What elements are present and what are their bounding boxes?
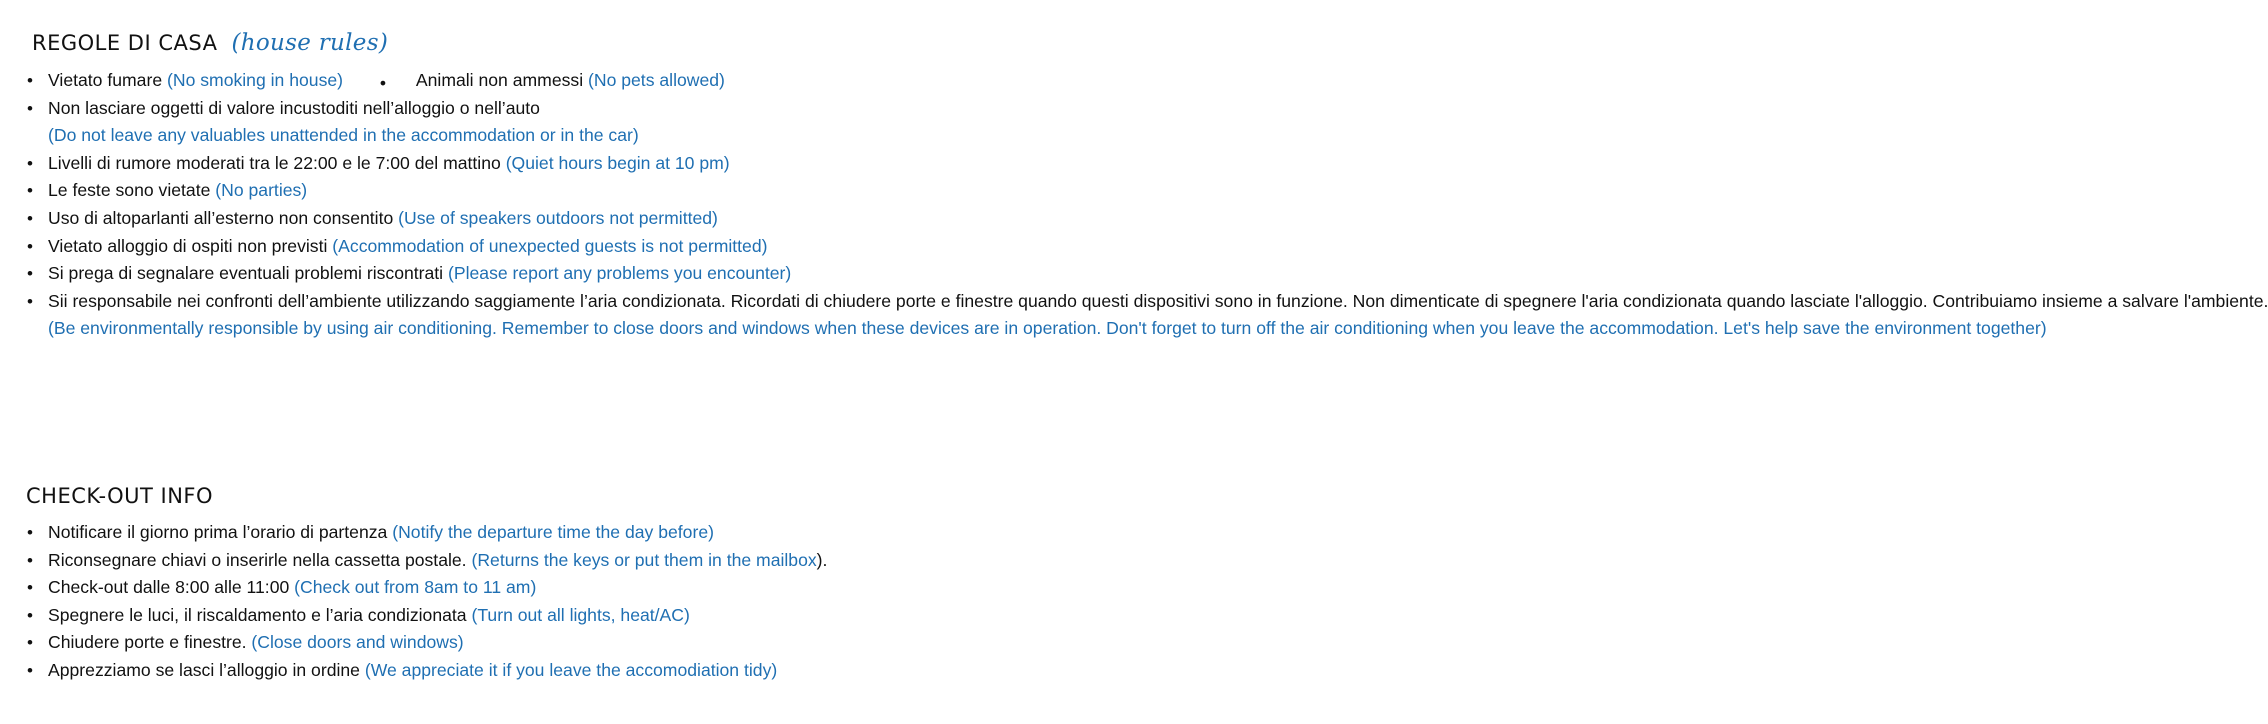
checkout-en: (Notify the departure time the day before) xyxy=(392,522,714,542)
rule-en: (Use of speakers outdoors not permitted) xyxy=(398,207,718,228)
rule-item-parties xyxy=(24,177,998,205)
checkout-en: (Returns the keys or put them in the mailbox xyxy=(471,549,817,570)
rule-it: Uso di altoparlanti all’esterno non consentito xyxy=(48,207,394,228)
checkout-list xyxy=(24,519,998,685)
rule-item-guests xyxy=(24,233,998,261)
checkout-en: (Check out from 8am to 11 am) xyxy=(294,577,537,598)
rule-it: Vietato alloggio di ospiti non previsti xyxy=(48,235,328,256)
checkout-it: Riconsegnare chiavi o inserirle nella cassetta postale. xyxy=(48,549,467,570)
checkout-item-tidy xyxy=(24,657,998,685)
rule-item-noise xyxy=(24,150,998,178)
rule-en: (Be environmentally responsible by using air conditioning. Remember to close doors and windows when these devices are in operation. Don't forget to turn off the air conditioning when you leave the accommodation. Let's help save the environment together) xyxy=(48,318,2047,339)
rule-en: (Do not leave any valuables unattended in the accommodation or in the car) xyxy=(48,125,639,146)
rule-it: Vietato fumare xyxy=(48,70,163,90)
checkout-it: Check-out dalle 8:00 alle 11:00 xyxy=(48,577,290,598)
checkout-item-doors xyxy=(24,629,998,657)
rule-item-environment xyxy=(24,288,2268,343)
rule-en: (Quiet hours begin at 10 pm) xyxy=(505,152,730,173)
rule-it: • Sii responsabile nei confronti dell’ambiente utilizzando saggiamente l’aria condizionata. Ricordati di chiudere porte e finestre quando questi dispositivi sono in funzione. Non dimenticate di spegnere l'aria condizionata quando lasciate l'alloggio. Contribuiamo insieme a salvare l'ambiente. xyxy=(48,290,2268,311)
checkout-item-notify xyxy=(24,519,998,547)
checkout-item-lights xyxy=(24,602,998,630)
rule-it: Le feste sono vietate xyxy=(48,180,211,201)
rule-en: (Please report any problems you encounter) xyxy=(448,263,792,284)
rule-it: Si prega di segnalare eventuali problemi riscontrati xyxy=(48,263,444,284)
house-rules-list xyxy=(24,67,2268,343)
rule-it: Livelli di rumore moderati tra le 22:00 e le 7:00 del mattino xyxy=(48,152,501,173)
checkout-it: Spegnere le luci, il riscaldamento e l’aria condizionata xyxy=(48,604,467,625)
rule-en: (No smoking in house) xyxy=(167,70,344,90)
rule-en: (Accommodation of unexpected guests is not permitted) xyxy=(332,235,768,256)
rule-it-pets: • Animali non ammessi xyxy=(378,70,583,90)
checkout-it: Notificare il giorno prima l’orario di partenza xyxy=(48,522,388,542)
house-rules-heading xyxy=(32,30,388,56)
checkout-en: (Close doors and windows) xyxy=(251,632,464,653)
rule-item-valuables xyxy=(24,95,998,150)
checkout-it: Apprezziamo se lasci l’alloggio in ordine xyxy=(48,659,360,680)
rule-item-speakers xyxy=(24,205,998,233)
checkout-title: CHECK-OUT INFO xyxy=(26,484,214,508)
rule-item-report-problems xyxy=(24,260,998,288)
rule-it: Non lasciare oggetti di valore incustoditi nell’alloggio o nell’auto xyxy=(48,97,540,118)
rule-en-pets: (No pets allowed) xyxy=(588,70,725,90)
checkout-en-tail: ). xyxy=(816,549,828,570)
house-rules-title-en: (house rules) xyxy=(231,30,389,56)
checkout-en: (Turn out all lights, heat/AC) xyxy=(471,604,690,625)
checkout-item-time xyxy=(24,574,998,602)
checkout-heading xyxy=(26,484,213,508)
rule-item-smoking-pets xyxy=(24,67,998,95)
checkout-it: Chiudere porte e finestre. xyxy=(48,632,247,653)
checkout-item-keys xyxy=(24,547,998,575)
rule-en: (No parties) xyxy=(215,180,308,201)
checkout-en: (We appreciate it if you leave the accomodiation tidy) xyxy=(364,659,778,680)
house-rules-title: REGOLE DI CASA xyxy=(32,31,218,55)
